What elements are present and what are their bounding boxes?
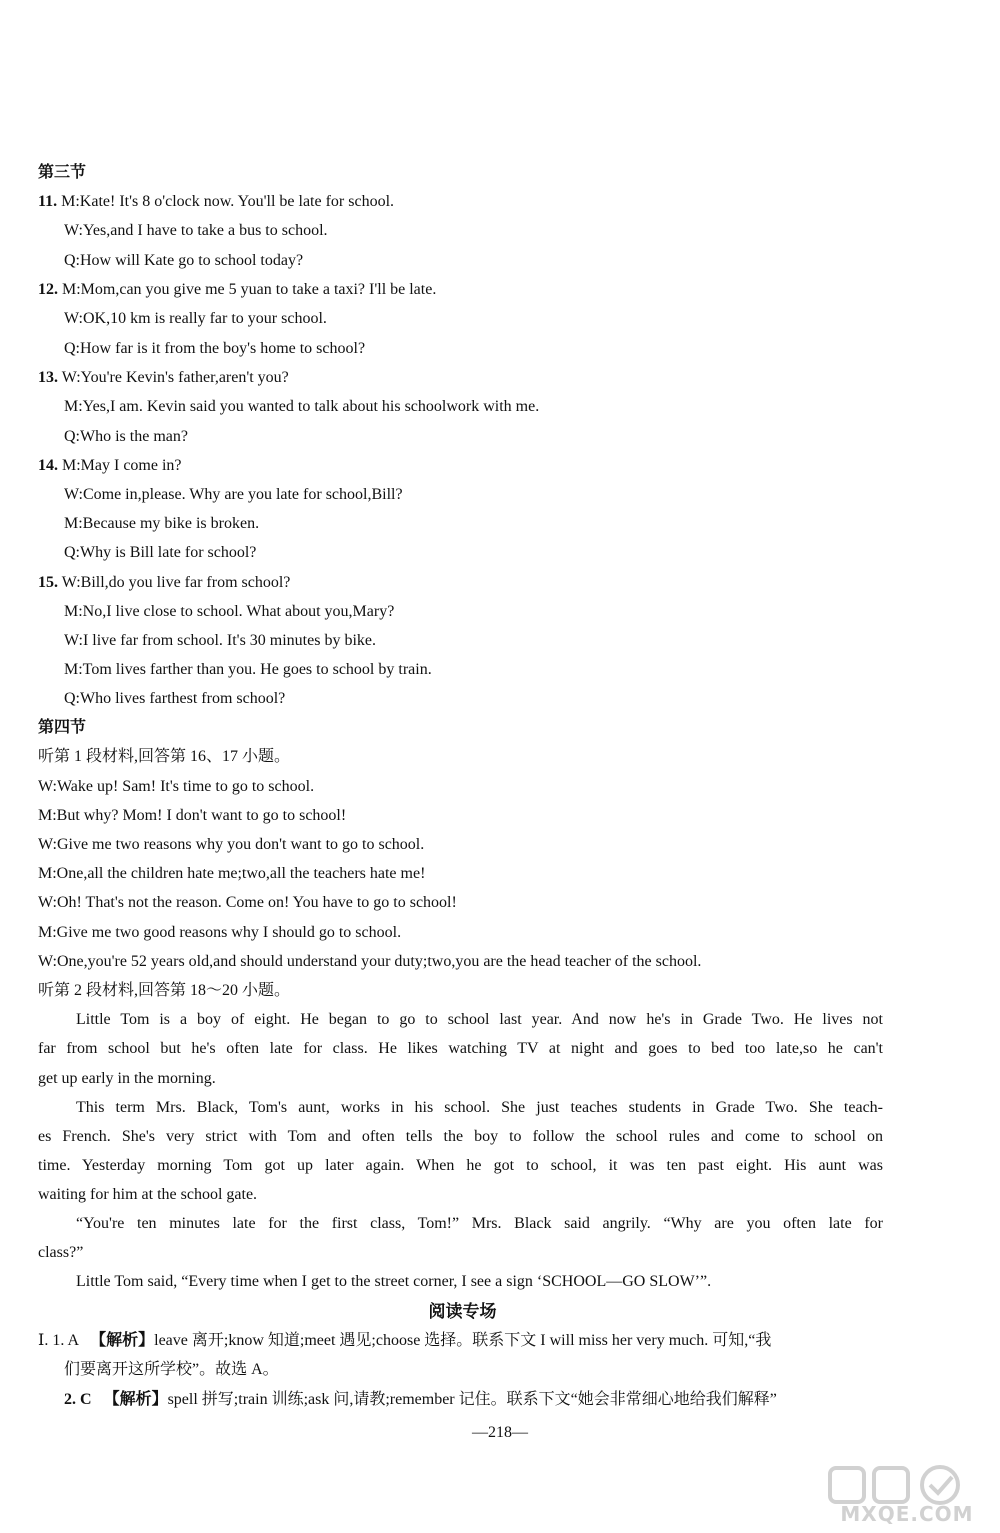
answer-number: 2. C bbox=[64, 1391, 92, 1408]
watermark-logo bbox=[822, 1462, 992, 1530]
passage-line: far from school but he's often late for class. He likes watching TV at night and goes to bed too late,so he can't bbox=[38, 1040, 883, 1057]
answer-1-line-1 bbox=[38, 1330, 771, 1352]
question-line: Q:How far is it from the boy's home to school? bbox=[64, 340, 366, 357]
dialogue-line: M:One,all the children hate me;two,all the teachers hate me! bbox=[38, 865, 426, 882]
passage-line: time. Yesterday morning Tom got up later again. When he got to school, it was ten past eight. His aunt was bbox=[38, 1157, 883, 1174]
analysis-tag: 【解析】 bbox=[90, 1332, 155, 1349]
question-line: Q:Who lives farthest from school? bbox=[64, 690, 286, 707]
question-number: 15. bbox=[38, 574, 58, 591]
question-line: Q:How will Kate go to school today? bbox=[64, 252, 304, 269]
question-15-line-1 bbox=[38, 572, 290, 594]
answer-1-line-2: 们要离开这所学校”。故选 A。 bbox=[64, 1361, 279, 1378]
dialogue-line: W:Come in,please. Why are you late for school,Bill? bbox=[64, 486, 403, 503]
passage-line: “You're ten minutes late for the first class, Tom!” Mrs. Black said angrily. “Why are you often late for bbox=[76, 1215, 883, 1232]
dialogue-line: W:I live far from school. It's 30 minutes by bike. bbox=[64, 632, 376, 649]
question-number: 13. bbox=[38, 369, 58, 386]
question-line: Q:Who is the man? bbox=[64, 428, 188, 445]
question-12-line-1 bbox=[38, 279, 436, 301]
dialogue-line: W:You're Kevin's father,aren't you? bbox=[61, 369, 289, 386]
dialogue-line: M:Give me two good reasons why I should go to school. bbox=[38, 924, 402, 941]
watermark-text: MXQE.COM bbox=[840, 1502, 974, 1526]
answer-explanation: spell 拼写;train 训练;ask 问,请教;remember 记住。联系下文“她会非常细心地给我们解释” bbox=[167, 1391, 777, 1408]
dialogue-line: M:Because my bike is broken. bbox=[64, 515, 260, 532]
passage-line: This term Mrs. Black, Tom's aunt, works in his school. She just teaches students in Grade Two. She teach- bbox=[76, 1099, 883, 1116]
dialogue-line: M:May I come in? bbox=[62, 457, 182, 474]
dialogue-line: M:Mom,can you give me 5 yuan to take a taxi? I'll be late. bbox=[62, 281, 437, 298]
passage-line: es French. She's very strict with Tom and often tells the boy to follow the school rules and come to school on bbox=[38, 1128, 883, 1145]
watermark-emblem-icon bbox=[822, 1462, 992, 1506]
question-line: Q:Why is Bill late for school? bbox=[64, 544, 257, 561]
section-heading-3: 第三节 bbox=[38, 164, 87, 181]
answer-2-line-1 bbox=[64, 1389, 777, 1411]
listening-intro-2: 听第 2 段材料,回答第 18～20 小题。 bbox=[38, 982, 291, 999]
passage-line: Little Tom said, “Every time when I get to the street corner, I see a sign ‘SCHOOL—GO SLOW’”. bbox=[76, 1273, 712, 1290]
passage-line: Little Tom is a boy of eight. He began to go to school last year. And now he's in Grade Two. He lives not bbox=[76, 1011, 883, 1028]
dialogue-line: W:Wake up! Sam! It's time to go to school. bbox=[38, 778, 315, 795]
analysis-tag: 【解析】 bbox=[103, 1391, 168, 1408]
answer-explanation: leave 离开;know 知道;meet 遇见;choose 选择。联系下文 I will miss her very much. 可知,“我 bbox=[154, 1332, 772, 1349]
listening-intro-1: 听第 1 段材料,回答第 16、17 小题。 bbox=[38, 748, 291, 765]
dialogue-line: W:OK,10 km is really far to your school. bbox=[64, 310, 327, 327]
question-14-line-1 bbox=[38, 455, 182, 477]
section-heading-4: 第四节 bbox=[38, 719, 87, 736]
dialogue-line: W:One,you're 52 years old,and should understand your duty;two,you are the head teacher of the school. bbox=[38, 953, 702, 970]
question-number: 12. bbox=[38, 281, 58, 298]
dialogue-line: W:Bill,do you live far from school? bbox=[61, 574, 291, 591]
answer-number: Ⅰ. 1. A bbox=[38, 1332, 79, 1349]
passage-line: class?” bbox=[38, 1244, 84, 1261]
dialogue-line: M:Yes,I am. Kevin said you wanted to talk about his schoolwork with me. bbox=[64, 398, 540, 415]
question-number: 11. bbox=[38, 193, 58, 210]
dialogue-line: M:Kate! It's 8 o'clock now. You'll be late for school. bbox=[61, 193, 395, 210]
dialogue-line: M:No,I live close to school. What about you,Mary? bbox=[64, 603, 395, 620]
passage-line: waiting for him at the school gate. bbox=[38, 1186, 258, 1203]
question-number: 14. bbox=[38, 457, 58, 474]
page-number: —218— bbox=[472, 1424, 528, 1441]
reading-section-title: 阅读专场 bbox=[428, 1302, 497, 1321]
passage-line: get up early in the morning. bbox=[38, 1070, 216, 1087]
question-13-line-1 bbox=[38, 367, 289, 389]
dialogue-line: W:Yes,and I have to take a bus to school. bbox=[64, 222, 328, 239]
dialogue-line: W:Oh! That's not the reason. Come on! You have to go to school! bbox=[38, 894, 457, 911]
dialogue-line: M:But why? Mom! I don't want to go to school! bbox=[38, 807, 347, 824]
question-11-line-1 bbox=[38, 191, 394, 213]
dialogue-line: W:Give me two reasons why you don't want to go to school. bbox=[38, 836, 425, 853]
dialogue-line: M:Tom lives farther than you. He goes to school by train. bbox=[64, 661, 432, 678]
